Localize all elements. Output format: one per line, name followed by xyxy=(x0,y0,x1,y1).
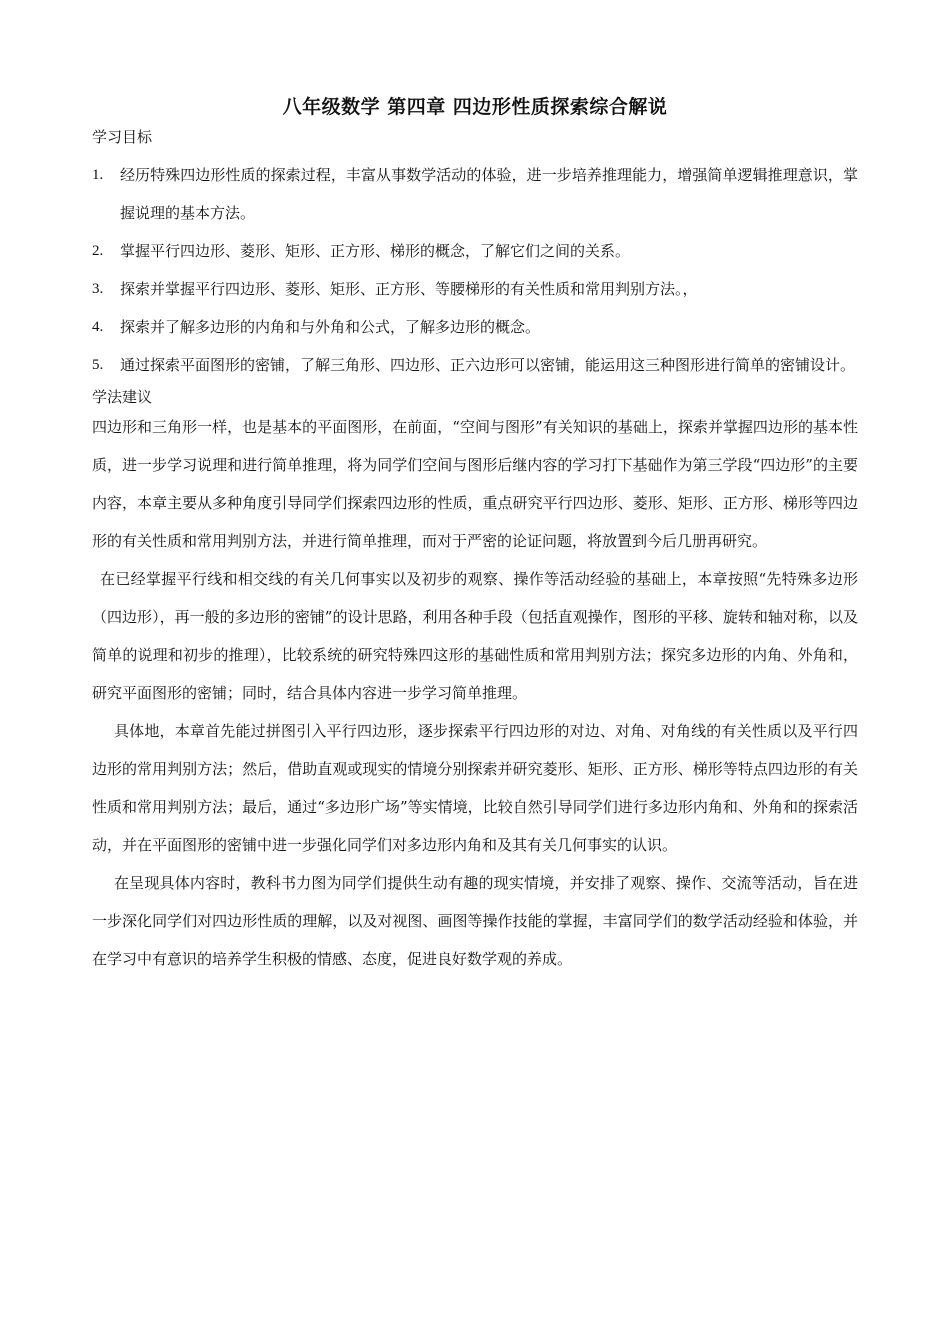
objective-item xyxy=(92,270,858,308)
objective-number: 4. xyxy=(92,319,104,335)
body-paragraph: 四边形和三角形一样，也是基本的平面图形，在前面，“空间与图形”有关知识的基础上，探索并掌握四边形的基本性质，进一步学习说理和进行简单推理，将为同学们空间与图形后继内容的学习打下基础作为第三学段“四边形”的主要内容，本章主要从多种角度引导同学们探索四边形的性质，重点研究平行四边形、菱形、矩形、正方形、梯形等四边形的有关性质和常用判别方法，并进行简单推理，而对于严密的论证问题，将放置到今后几册再研究。 xyxy=(92,418,858,550)
objective-text: 探索并掌握平行四边形、菱形、矩形、正方形、等腰梯形的有关性质和常用判别方法。， xyxy=(120,280,698,298)
objective-item xyxy=(92,346,858,384)
objective-item xyxy=(92,156,858,232)
objective-number: 3. xyxy=(92,281,104,297)
objective-text: 经历特殊四边形性质的探索过程，丰富从事数学活动的体验，进一步培养推理能力，增强简单逻辑推理意识，掌握说理的基本方法。 xyxy=(120,166,858,222)
objective-text: 通过探索平面图形的密铺，了解三角形、四边形、正六边形可以密铺，能运用这三种图形进行简单的密铺设计。 xyxy=(120,356,856,374)
objectives-heading: 学习目标 xyxy=(92,128,153,146)
objectives-list xyxy=(92,156,858,384)
document-page xyxy=(92,94,858,978)
objective-number: 5. xyxy=(92,357,104,373)
objective-item xyxy=(92,232,858,270)
body-paragraph: 在呈现具体内容时，教科书力图为同学们提供生动有趣的现实情境，并安排了观察、操作、交流等活动，旨在进一步深化同学们对四边形性质的理解，以及对视图、画图等操作技能的掌握，丰富同学们的数学活动经验和体验，并在学习中有意识的培养学生积极的情感、态度，促进良好数学观的养成。 xyxy=(92,874,858,968)
objective-item xyxy=(92,308,858,346)
body-paragraph: 在已经掌握平行线和相交线的有关几何事实以及初步的观察、操作等活动经验的基础上，本章按照“先特殊多边形（四边形），再一般的多边形的密铺”的设计思路，利用各种手段（包括直观操作，图形的平移、旋转和轴对称，以及简单的说理和初步的推理），比较系统的研究特殊四这形的基础性质和常用判别方法；探究多边形的内角、外角和，研究平面图形的密铺；同时，结合具体内容进一步学习简单推理。 xyxy=(92,570,858,702)
document-title: 八年级数学 第四章 四边形性质探索综合解说 xyxy=(282,96,668,118)
objective-number: 1. xyxy=(92,167,104,183)
body-paragraph: 具体地，本章首先能过拼图引入平行四边形，逐步探索平行四边形的对边、对角、对角线的有关性质以及平行四边形的常用判别方法；然后，借助直观或现实的情境分别探索并研究菱形、矩形、正方形、梯形等特点四边形的有关性质和常用判别方法；最后，通过“多边形广场”等实情境，比较自然引导同学们进行多边形内角和、外角和的探索活动，并在平面图形的密铺中进一步强化同学们对多边形内角和及其有关几何事实的认识。 xyxy=(92,722,858,854)
objective-text: 掌握平行四边形、菱形、矩形、正方形、梯形的概念，了解它们之间的关系。 xyxy=(120,242,631,260)
advice-heading: 学法建议 xyxy=(92,388,153,406)
objective-text: 探索并了解多边形的内角和与外角和公式，了解多边形的概念。 xyxy=(120,318,541,336)
objective-number: 2. xyxy=(92,243,104,259)
